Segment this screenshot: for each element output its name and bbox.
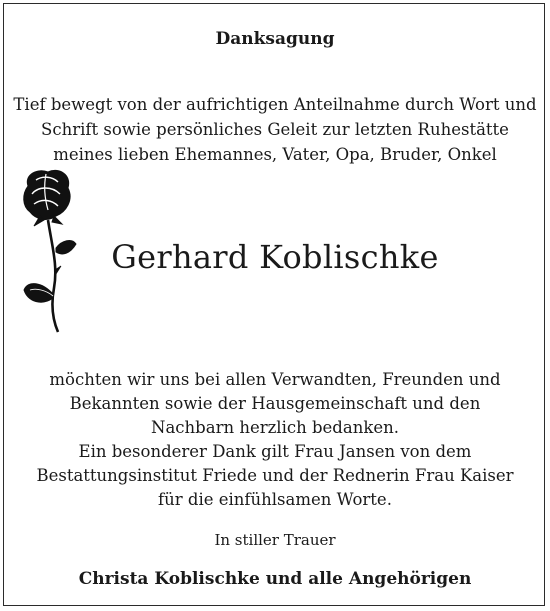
closing-phrase: In stiller Trauer <box>214 531 336 549</box>
signature: Christa Koblischke und alle Angehörigen <box>78 569 472 589</box>
body-line: Ein besonderer Dank gilt Frau Jansen von dem <box>78 442 472 461</box>
body-line: Nachbarn herzlich bedanken. <box>151 418 399 437</box>
deceased-name: Gerhard Koblischke <box>111 238 439 276</box>
body-line: Bestattungsinstitut Friede und der Rednerin Frau Kaiser <box>36 466 514 485</box>
intro-line: meines lieben Ehemannes, Vater, Opa, Bruder, Onkel <box>53 145 497 164</box>
intro-line: Schrift sowie persönliches Geleit zur letzten Ruhestätte <box>41 120 509 139</box>
body-text <box>0 368 550 512</box>
notice-title: Danksagung <box>215 29 335 49</box>
intro-line: Tief bewegt von der aufrichtigen Anteilnahme durch Wort und <box>13 95 537 114</box>
body-line: für die einfühlsamen Worte. <box>158 490 392 509</box>
body-line: Bekannten sowie der Hausgemeinschaft und den <box>69 394 481 413</box>
body-line: möchten wir uns bei allen Verwandten, Freunden und <box>49 370 501 389</box>
intro-text <box>0 92 550 167</box>
